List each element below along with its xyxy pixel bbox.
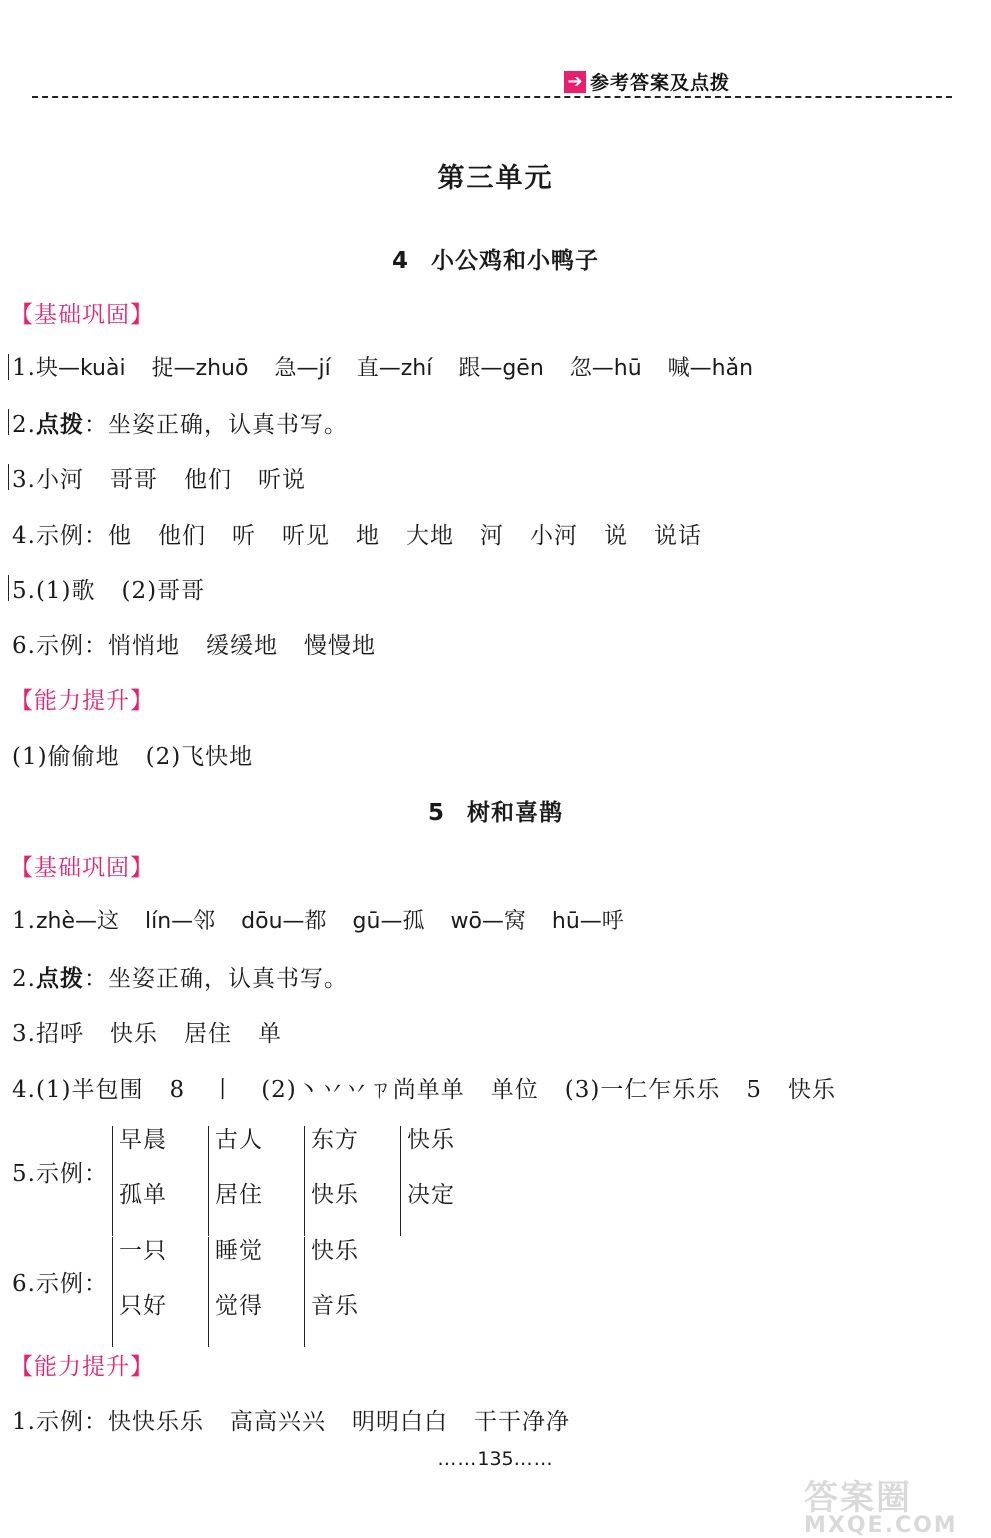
answer-item: 丨 — [211, 1077, 236, 1103]
word-top: 早晨 — [112, 1126, 167, 1181]
pinyin-item: 跟—gēn — [458, 356, 544, 381]
pinyin-item: 直—zhí — [356, 356, 433, 381]
word-top: 睡觉 — [208, 1237, 263, 1292]
header-tag-label: 参考答案及点拨 — [590, 72, 731, 94]
answer-item: 说话 — [653, 523, 702, 549]
word-pair — [112, 1126, 167, 1236]
answer-item: 听说 — [257, 467, 306, 493]
l5-q1 — [12, 904, 624, 935]
page-header — [32, 64, 952, 104]
l5-q5-label: 5.示例： — [12, 1161, 108, 1187]
answer-item: 8 — [169, 1077, 186, 1103]
answer-item: 干干净净 — [473, 1409, 570, 1435]
word-top: 快乐 — [304, 1237, 359, 1292]
l4-q4 — [12, 517, 702, 550]
pinyin-item: hū—呼 — [551, 909, 624, 934]
q-prefix: 3. — [12, 1021, 36, 1047]
unit-title: 第三单元 — [437, 163, 554, 194]
answer-item: 他们 — [183, 467, 232, 493]
answer-item: (2)丶丷丷ㄗ尚单单 — [261, 1077, 465, 1103]
answer-item: 快乐 — [109, 1021, 158, 1047]
q-prefix: 2. — [12, 412, 36, 438]
answer-item: (1)偷偷地 — [12, 744, 120, 770]
l5-q6-label: 6.示例： — [12, 1271, 108, 1297]
word-bottom: 快乐 — [304, 1181, 359, 1236]
pinyin-item: 块—kuài — [35, 356, 126, 381]
lesson-name: 树和喜鹊 — [467, 800, 563, 826]
word-bottom: 觉得 — [208, 1292, 263, 1347]
word-pair — [208, 1126, 263, 1236]
answer-item: 河 — [479, 523, 504, 549]
l4-q2 — [12, 406, 348, 439]
pinyin-item: 急—jí — [274, 356, 331, 381]
l4-a1 — [12, 738, 253, 771]
word-top: 一只 — [112, 1237, 167, 1292]
l5-a1 — [12, 1403, 570, 1436]
l5-q3 — [12, 1015, 282, 1048]
pinyin-item: lín—邻 — [144, 909, 216, 934]
word-bottom: 孤单 — [112, 1181, 167, 1236]
section-basic: 【基础巩固】 — [10, 302, 154, 328]
answer-item: (2)飞快地 — [145, 744, 254, 770]
lesson-number: 4 — [391, 248, 409, 274]
word-top: 东方 — [304, 1126, 359, 1181]
answer-item: (1)半包围 — [35, 1077, 144, 1103]
lesson-4-title — [0, 242, 991, 275]
l4-q6 — [12, 627, 376, 660]
word-top: 古人 — [208, 1126, 263, 1181]
l5-q4 — [12, 1071, 836, 1104]
pinyin-item: 忽—hū — [569, 356, 642, 381]
answer-item: 高高兴兴 — [229, 1409, 326, 1435]
pinyin-item: wō—窝 — [450, 909, 526, 934]
word-bottom: 音乐 — [304, 1292, 359, 1347]
answer-item: 说 — [603, 523, 628, 549]
answer-item: 地 — [355, 523, 380, 549]
section-ability: 【能力提升】 — [10, 1354, 154, 1380]
pinyin-item: zhè—这 — [35, 909, 119, 934]
word-pair — [400, 1126, 455, 1236]
watermark-logo — [804, 1470, 979, 1538]
lesson-name: 小公鸡和小鸭子 — [431, 248, 599, 274]
q-prefix: 1. — [12, 355, 36, 381]
answer-item: (2)哥哥 — [121, 578, 206, 604]
answer-item: 听见 — [281, 523, 330, 549]
page-number-dots-right: …… — [513, 1448, 554, 1470]
word-pair — [208, 1237, 263, 1347]
q-prefix: 1. — [12, 908, 36, 934]
q-prefix: 2. — [12, 966, 36, 992]
word-bottom: 决定 — [400, 1181, 455, 1236]
q-prefix: 3. — [12, 467, 36, 493]
answer-item: 慢慢地 — [303, 633, 376, 659]
pinyin-item: gū—孤 — [352, 909, 425, 934]
q-prefix: 4.示例： — [12, 523, 108, 549]
word-pair — [112, 1237, 167, 1347]
pinyin-item: 喊—hǎn — [667, 356, 754, 381]
answer-item: 他 — [107, 523, 132, 549]
word-top: 快乐 — [400, 1126, 455, 1181]
word-bottom: 居住 — [208, 1181, 263, 1236]
word-pair — [304, 1126, 359, 1236]
q-prefix: 5. — [12, 578, 36, 604]
answer-item: 单 — [257, 1021, 282, 1047]
q-prefix: 4. — [12, 1077, 36, 1103]
l4-q3 — [12, 461, 306, 494]
pinyin-item: dōu—都 — [241, 909, 327, 934]
watermark-bottom: MXQE.COM — [804, 1513, 958, 1538]
tip-text: ：坐姿正确，认真书写。 — [83, 412, 348, 438]
answer-item: 招呼 — [35, 1021, 84, 1047]
page-number — [0, 1448, 991, 1470]
q-prefix: 6.示例： — [12, 633, 108, 659]
pinyin-item: 捉—zhuō — [151, 356, 249, 381]
lesson-number: 5 — [427, 800, 445, 826]
answer-item: 听 — [231, 523, 256, 549]
answer-item: 哥哥 — [109, 467, 158, 493]
arrow-right-icon: ➔ — [564, 71, 586, 93]
section-ability: 【能力提升】 — [10, 688, 154, 714]
page-number-dots-left: …… — [437, 1448, 478, 1470]
q-prefix: 1.示例： — [12, 1409, 108, 1435]
answer-item: 小河 — [529, 523, 578, 549]
lesson-5-title — [0, 794, 991, 827]
answer-item: (1)歌 — [35, 578, 96, 604]
answer-item: 小河 — [35, 467, 84, 493]
answer-item: 快乐 — [788, 1077, 837, 1103]
answer-item: (3)一仁乍乐乐 — [564, 1077, 721, 1103]
page-number-value: 135 — [477, 1448, 514, 1470]
header-tag — [558, 68, 736, 95]
l5-q2 — [12, 960, 348, 993]
l4-q5 — [12, 572, 205, 605]
answer-item: 快快乐乐 — [107, 1409, 204, 1435]
watermark-top: 答案圈 — [804, 1478, 912, 1518]
header-dashed-rule — [32, 96, 952, 98]
tip-label: 点拨 — [35, 412, 84, 438]
answer-item: 大地 — [405, 523, 454, 549]
answer-item: 缓缓地 — [205, 633, 278, 659]
answer-item: 悄悄地 — [107, 633, 180, 659]
tip-label: 点拨 — [35, 966, 84, 992]
answer-item: 居住 — [183, 1021, 232, 1047]
word-bottom: 只好 — [112, 1292, 167, 1347]
l4-q1 — [12, 351, 753, 382]
answer-item: 他们 — [157, 523, 206, 549]
answer-item: 5 — [746, 1077, 763, 1103]
answer-item: 单位 — [490, 1077, 539, 1103]
answer-item: 明明白白 — [351, 1409, 448, 1435]
tip-text: ：坐姿正确，认真书写。 — [83, 966, 348, 992]
section-basic: 【基础巩固】 — [10, 855, 154, 881]
word-pair — [304, 1237, 359, 1347]
